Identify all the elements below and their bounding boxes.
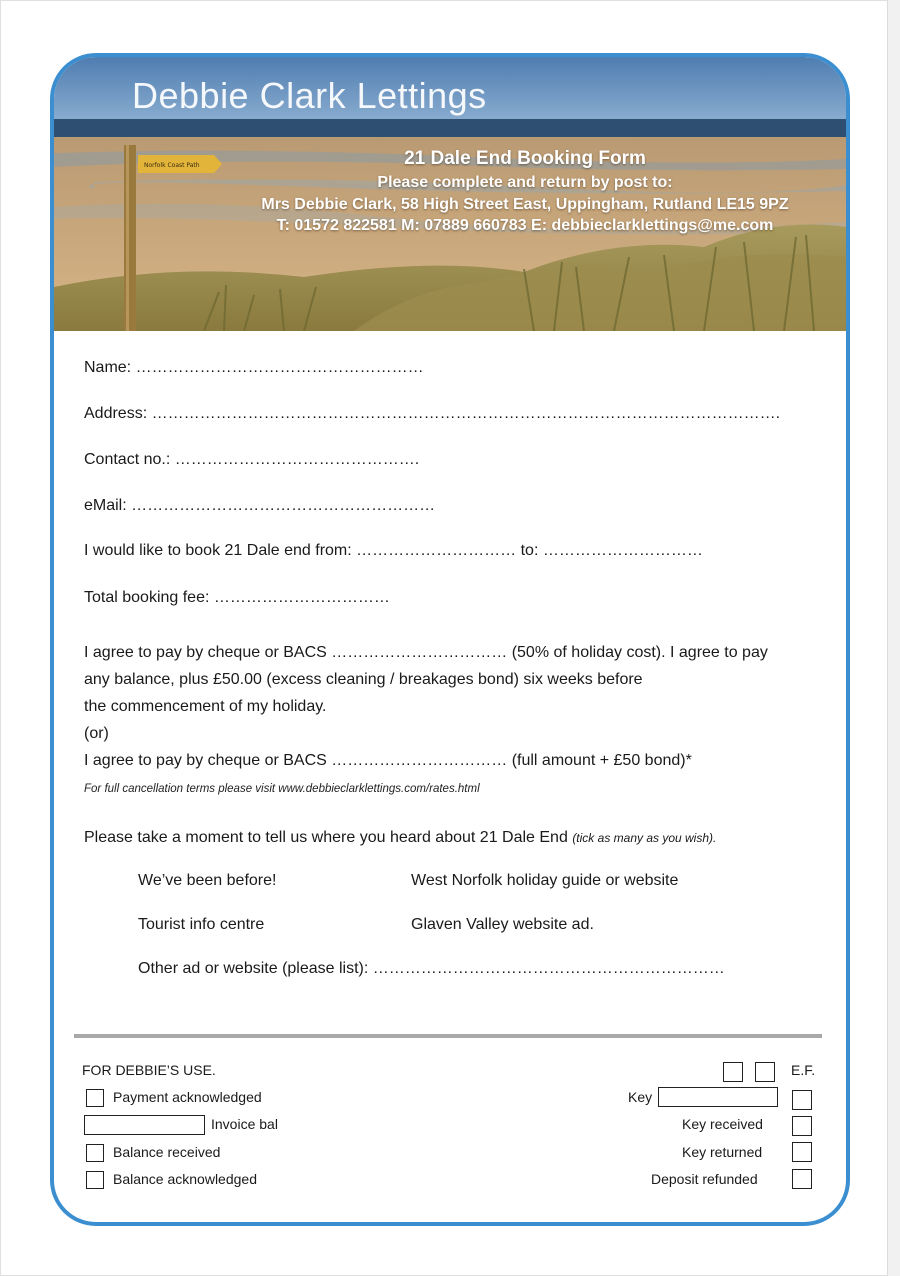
payment-full-line[interactable]: I agree to pay by cheque or BACS …………………………… (full amount + £50 bond)*	[84, 752, 692, 769]
brand-name: Debbie Clark Lettings	[132, 75, 487, 116]
deposit-refunded-label: Deposit refunded	[651, 1171, 758, 1187]
page-edge	[887, 0, 900, 1276]
option-been-before[interactable]: We’ve been before!	[138, 872, 277, 889]
key-returned-label: Key returned	[682, 1144, 763, 1160]
header-banner	[54, 57, 846, 331]
balance-received-label: Balance received	[113, 1144, 221, 1160]
payment-terms	[84, 639, 814, 774]
booking-dates-field[interactable]: I would like to book 21 Dale end from: ………………………… to: …………………………	[84, 542, 703, 559]
address-field[interactable]: Address: ……………………………………………………………………………………………………….	[84, 405, 781, 422]
balance-ack-checkbox[interactable]	[86, 1171, 104, 1189]
option-glaven-valley[interactable]: Glaven Valley website ad.	[411, 916, 594, 933]
cancellation-note: For full cancellation terms please visit www.debbieclarklettings.com/rates.html	[84, 783, 480, 795]
ef-label: E.F.	[791, 1062, 816, 1078]
survey-question	[84, 829, 716, 847]
payment-ack-label: Payment acknowledged	[113, 1089, 262, 1105]
postal-address: Mrs Debbie Clark, 58 High Street East, Uppingham, Rutland LE15 9PZ	[261, 196, 789, 213]
payment-or: (or)	[84, 725, 109, 742]
payment-line: any balance, plus £50.00 (excess cleaning / breakages bond) six weeks before	[84, 671, 643, 688]
total-fee-field[interactable]: Total booking fee: ……………………………	[84, 589, 390, 606]
deposit-refunded-checkbox[interactable]	[792, 1169, 812, 1189]
key-received-label: Key received	[682, 1116, 763, 1132]
contact-number-field[interactable]: Contact no.: ……………………………………….	[84, 451, 420, 468]
invoice-bal-input[interactable]	[84, 1115, 205, 1135]
contact-details: T: 01572 822581 M: 07889 660783 E: debbieclarklettings@me.com	[276, 217, 774, 234]
email-field[interactable]: eMail: …………………………………………………	[84, 497, 436, 514]
payment-line: the commencement of my holiday.	[84, 698, 327, 715]
booking-form-card	[50, 53, 850, 1226]
option-west-norfolk-guide[interactable]: West Norfolk holiday guide or website	[411, 872, 679, 889]
tick-note: (tick as many as you wish).	[572, 831, 717, 845]
balance-ack-label: Balance acknowledged	[113, 1171, 257, 1187]
key-label: Key	[628, 1089, 653, 1105]
name-field[interactable]: Name: ………………………………………………	[84, 359, 424, 376]
option-tourist-info[interactable]: Tourist info centre	[138, 916, 265, 933]
key-checkbox[interactable]	[792, 1090, 812, 1110]
payment-line[interactable]: I agree to pay by cheque or BACS …………………………… (50% of holiday cost). I agree to pay	[84, 644, 768, 661]
form-title: 21 Dale End Booking Form	[404, 148, 646, 169]
ef-checkbox-1[interactable]	[723, 1062, 743, 1082]
survey-question-text: Please take a moment to tell us where you heard about 21 Dale End	[84, 829, 568, 846]
key-input[interactable]	[658, 1087, 778, 1107]
sign-text: Norfolk Coast Path	[144, 162, 200, 169]
payment-ack-checkbox[interactable]	[86, 1089, 104, 1107]
balance-received-checkbox[interactable]	[86, 1144, 104, 1162]
ef-checkbox-2[interactable]	[755, 1062, 775, 1082]
office-use-heading: FOR DEBBIE’S USE.	[82, 1062, 216, 1078]
section-divider	[74, 1034, 822, 1038]
key-returned-checkbox[interactable]	[792, 1142, 812, 1162]
invoice-bal-label: Invoice bal	[211, 1116, 278, 1132]
key-received-checkbox[interactable]	[792, 1116, 812, 1136]
option-other[interactable]: Other ad or website (please list): …………………………………………………………	[138, 960, 725, 977]
return-instruction: Please complete and return by post to:	[377, 174, 673, 191]
